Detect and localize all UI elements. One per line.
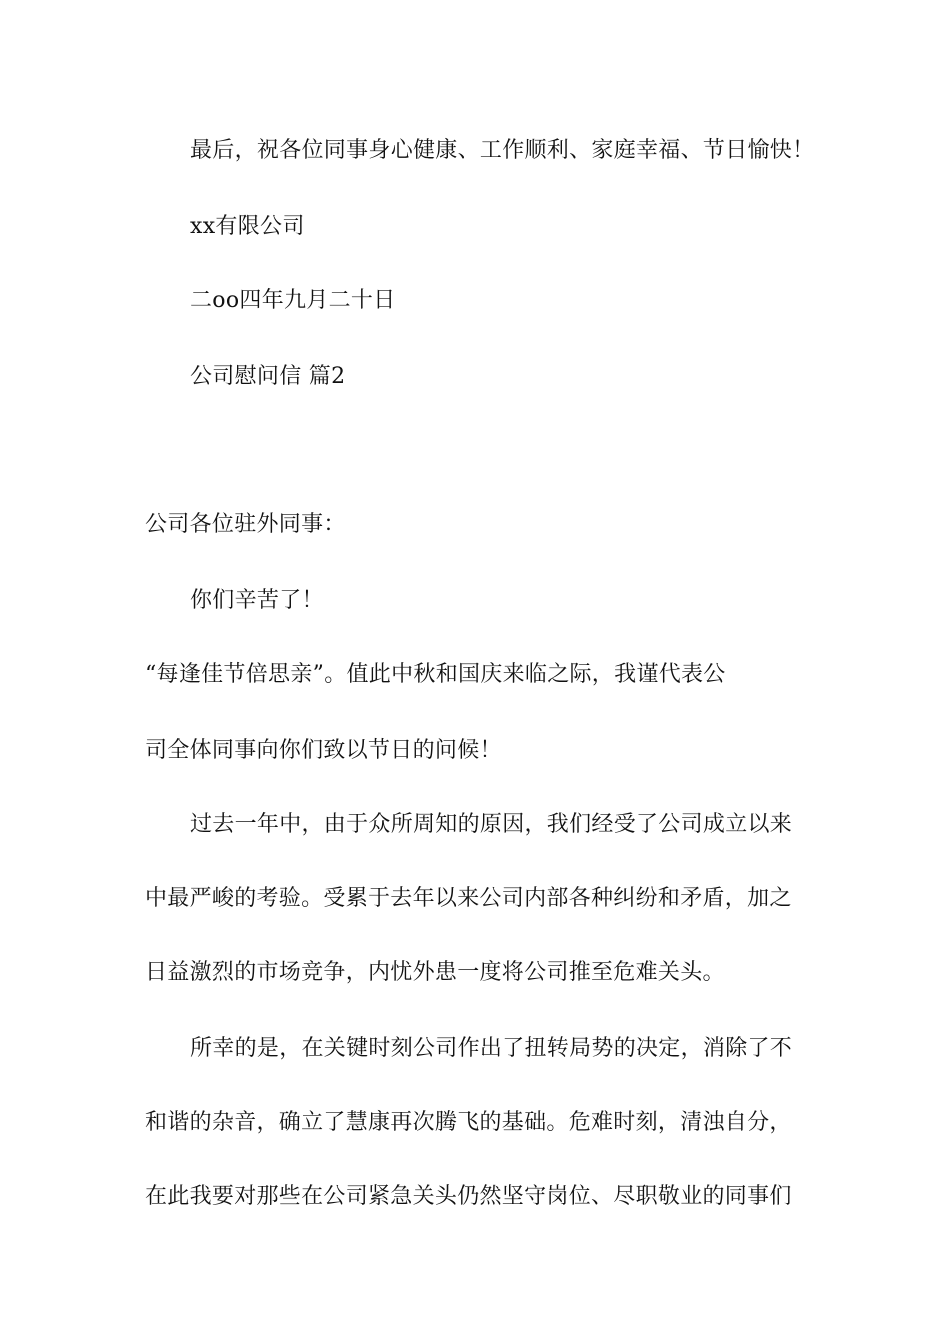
paragraph-line: 日益激烈的市场竞争，内忧外患一度将公司推至危难关头。	[145, 960, 725, 985]
closing-wishes: 最后，祝各位同事身心健康、工作顺利、家庭幸福、节日愉快！	[190, 138, 815, 163]
paragraph-line: 所幸的是，在关键时刻公司作出了扭转局势的决定，消除了不	[190, 1036, 793, 1061]
section-title: 公司慰问信 篇2	[190, 364, 346, 389]
paragraph-line: 中最严峻的考验。受累于去年以来公司内部各种纠纷和矛盾，加之	[145, 886, 792, 911]
letter-salutation: 公司各位驻外同事：	[145, 512, 346, 537]
paragraph-line: 和谐的杂音，确立了慧康再次腾飞的基础。危难时刻，清浊自分，	[145, 1110, 792, 1135]
company-signature: xx有限公司	[190, 214, 305, 239]
paragraph-line: “每逢佳节倍思亲”。值此中秋和国庆来临之际，我谨代表公	[145, 662, 726, 687]
paragraph-line: 司全体同事向你们致以节日的问候！	[145, 738, 502, 763]
paragraph-line: 过去一年中，由于众所周知的原因，我们经受了公司成立以来	[190, 812, 793, 837]
paragraph-line: 在此我要对那些在公司紧急关头仍然坚守岗位、尽职敬业的同事们	[145, 1184, 792, 1209]
letter-date: 二oo四年九月二十日	[190, 288, 396, 313]
letter-greeting: 你们辛苦了！	[190, 588, 324, 613]
